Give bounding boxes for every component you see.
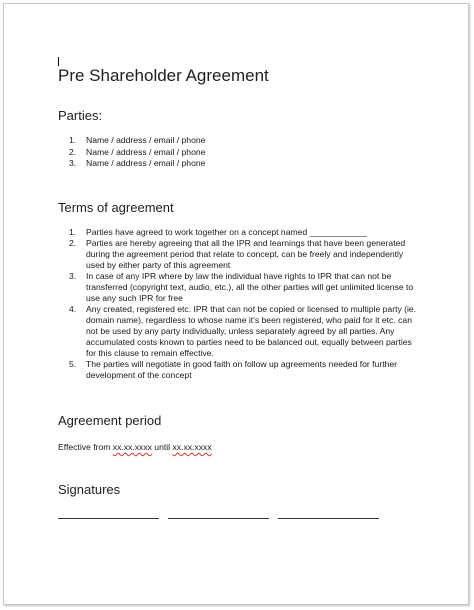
term-line: transferred (copyright text, audio, etc.), all the other parties will get unlimited license to [86, 282, 414, 292]
term-line: Any created, registered etc. IPR that can not be copied or licensed to multiple party (ie. [86, 304, 417, 314]
terms-list [58, 227, 436, 381]
party-item: 2. Name / address / email / phone [69, 146, 206, 157]
term-line: use any such IPR for free [86, 293, 183, 303]
party-item: 1. Name / address / email / phone [69, 135, 206, 145]
parties-list [58, 135, 436, 170]
term-line: Parties have agreed to work together on a concept named ____________ [86, 227, 367, 237]
term-line: The parties will negotiate in good faith on follow up agreements needed for further [86, 359, 397, 369]
document-title: Pre Shareholder Agreement [58, 66, 269, 85]
signature-line-3 [278, 518, 379, 519]
term-line: Parties are hereby agreeing that all the IPR and learnings that have been generated [86, 238, 406, 248]
from-date: xx.xx.xxxx [112, 442, 152, 452]
signature-line-1 [58, 518, 159, 519]
term-line: used by either party of this agreement [86, 260, 231, 270]
term-line: development of the concept [86, 370, 192, 380]
period-heading: Agreement period [58, 413, 162, 428]
term-line: not be used by any party individually, unless separately agreed by all parties. Any [86, 326, 395, 336]
party-text: Name / address / email / phone [86, 158, 206, 169]
terms-heading: Terms of agreement [58, 200, 174, 215]
term-line: accumulated costs known to parties need to be balanced out, equally between parties [86, 337, 412, 347]
signatures-heading: Signatures [58, 482, 121, 497]
until-date: xx.xx.xxxx [172, 442, 212, 452]
term-item: 4. Any created, registered etc. IPR that can not be copied or licensed to multiple party (ie. domain name), regardless to whose name it's been registered, who paid for it etc. can not be used by any party individually, unless separately agreed by all parties. Any accumulated costs known to parties need to be balanced out, equally between parties for this clause to remain effective. [69, 304, 417, 358]
party-text: Name / address / email / phone [86, 135, 206, 145]
term-item: 1. Parties have agreed to work together on a concept named ____________ [69, 227, 367, 237]
term-item: 3. In case of any IPR where by law the individual have rights to IPR that can not be transferred (copyright text, audio, etc.), all the other parties will get unlimited license to use any such IPR for free [69, 271, 414, 303]
effective-prefix: Effective from [58, 442, 113, 452]
party-text: Name / address / email / phone [86, 146, 206, 157]
term-line: In case of any IPR where by law the individual have rights to IPR that can not be [86, 271, 392, 281]
effective-period [58, 442, 212, 452]
party-item: 3. Name / address / email / phone [69, 158, 206, 169]
term-item: 2. Parties are hereby agreeing that all the IPR and learnings that have been generated during the agreement period that relate to concept, can be freely and independently used by either party of this agreement [69, 238, 406, 270]
signature-line-2 [168, 518, 269, 519]
term-line: during the agreement period that relate to concept, can be freely and independently [86, 249, 404, 259]
until-word: until [151, 442, 173, 452]
term-line: domain name), regardless to whose name it's been registered, who paid for it etc. can [86, 315, 412, 325]
text-cursor [58, 57, 59, 66]
term-line: for this clause to remain effective. [86, 348, 214, 358]
parties-heading: Parties: [58, 108, 103, 123]
term-item: 5. The parties will negotiate in good faith on follow up agreements needed for further development of the concept [69, 359, 397, 380]
